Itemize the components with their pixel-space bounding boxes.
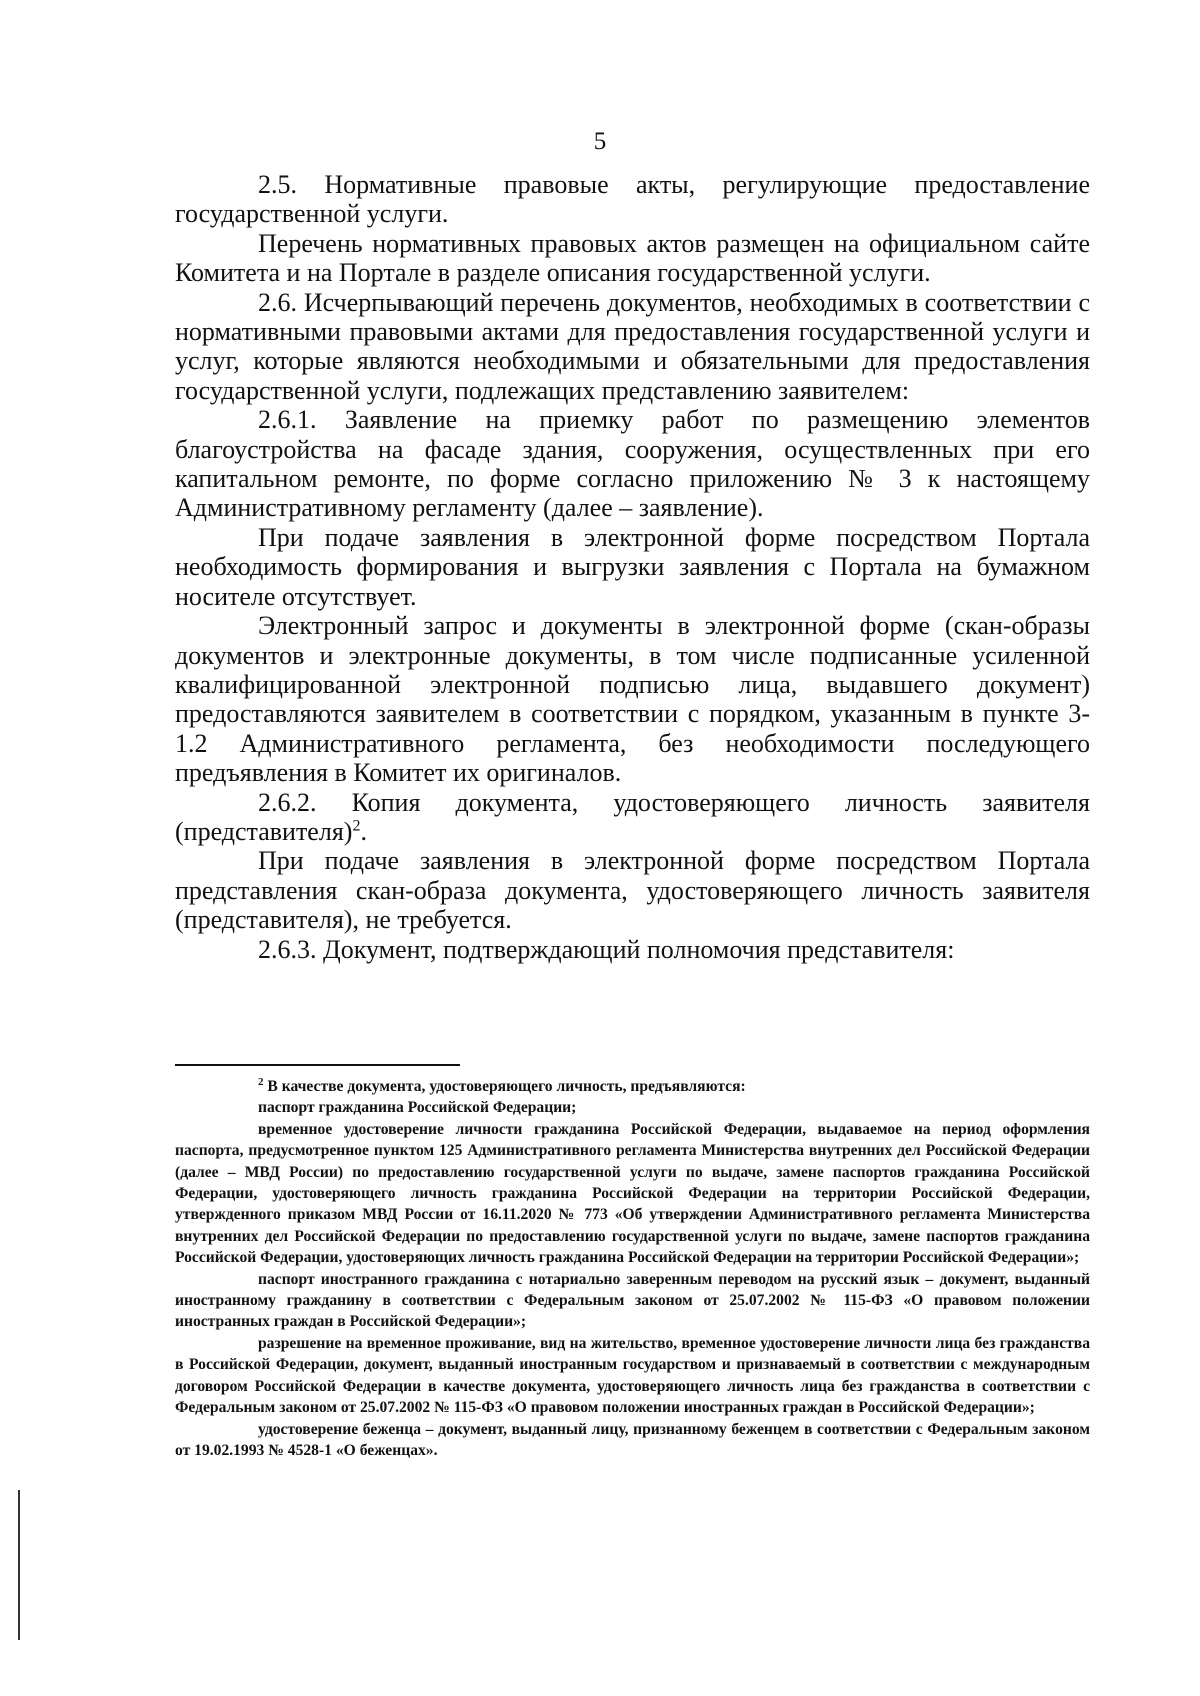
footnote-temporary-id: временное удостоверение личности гражданина Российской Федерации, выдаваемое на период оформления паспорта, предусмотренное пунктом 125 Административного регламента Министерства внутренних дел Российской Федерации (далее – МВД России) по предоставлению государственной услуги по выдаче, замене паспортов гражданина Российской Федерации, удостоверяющего личность гражданина Российской Федерации на территории Российской Федерации, утвержденного приказом МВД России от 16.11.2020 № 773 «Об утверждении Административного регламента Министерства внутренних дел Российской Федерации по предоставлению государственной услуги по выдаче, замене паспортов гражданина Российской Федерации, удостоверяющих личность гражданина Российской Федерации на территории Российской Федерации»; [175,1120,1090,1267]
footnotes [175,1076,1090,1461]
paragraph-scan-not-required: При подаче заявления в электронной форме посредством Портала представления скан-образа документа, удостоверяющего личность заявителя (представителя), не требуется. [175,846,1090,935]
paragraph-2-6-1: 2.6.1. Заявление на приемку работ по размещению элементов благоустройства на фасаде здания, сооружения, осуществленных при его капитальном ремонте, по форме согласно приложению № 3 к настоящему Административному регламенту (далее – заявление). [175,405,1090,523]
page-number: 5 [593,128,607,155]
paragraph-2-6-2 [175,788,1090,847]
paragraph-2-5: 2.5. Нормативные правовые акты, регулирующие предоставление государственной услуги. [175,170,1090,229]
footnote-refugee-certificate: удостоверение беженца – документ, выданный лицу, признанному беженцем в соответствии с Федеральным законом от 19.02.1993 № 4528-1 «О беженцах». [175,1420,1090,1459]
footnote-divider [175,1064,460,1066]
footnote-residence-permit: разрешение на временное проживание, вид на жительство, временное удостоверение личности лица без гражданства в Российской Федерации, документ, выданный иностранным государством и признаваемый в соответствии с международным договором Российской Федерации в качестве документа, удостоверяющего личность лица без гражданства в соответствии с Федеральным законом от 25.07.2002 № 115-ФЗ «О правовом положении иностранных граждан в Российской Федерации»; [175,1334,1090,1417]
paragraph-2-6: 2.6. Исчерпывающий перечень документов, необходимых в соответствии с нормативными правовыми актами для предоставления государственной услуги и услуг, которые являются необходимыми и обязательными для предоставления государственной услуги, подлежащих представлению заявителем: [175,287,1090,405]
footnote-marker: 2 [258,1075,264,1088]
paragraph-portal-submission: При подаче заявления в электронной форме посредством Портала необходимость формирования и выгрузки заявления с Портала на бумажном носителе отсутствует. [175,522,1090,611]
main-text [175,170,1090,964]
paragraph-2-6-2-end: . [360,816,367,846]
paragraph-2-6-3: 2.6.3. Документ, подтверждающий полномочия представителя: [258,934,955,964]
footnote-intro [175,1076,1090,1097]
footnote-foreign-passport: паспорт иностранного гражданина с нотариально заверенным переводом на русский язык – документ, выданный иностранному гражданину в соответствии с Федеральным законом от 25.07.2002 № 115-ФЗ «О правовом положении иностранных граждан в Российской Федерации»; [175,1270,1090,1331]
paragraph-2-6-2-text: 2.6.2. Копия документа, удостоверяющего личность заявителя (представителя) [175,787,1090,846]
footnote-reference: 2 [352,817,361,835]
paragraph-acts-list: Перечень нормативных правовых актов размещен на официальном сайте Комитета и на Портале в разделе описания государственной услуги. [175,228,1090,288]
footnote-passport: паспорт гражданина Российской Федерации; [258,1099,577,1117]
footnote-intro-text: В качестве документа, удостоверяющего личность, предъявляются: [263,1078,746,1095]
scan-edge-line [18,1490,20,1640]
paragraph-electronic-request: Электронный запрос и документы в электронной форме (скан-образы документов и электронные документы, в том числе подписанные усиленной квалифицированной электронной подписью лица, выдавшего документ) предоставляются заявителем в соответствии с порядком, указанным в пункте 3-1.2 Административного регламента, без необходимости последующего предъявления в Комитет их оригиналов. [175,611,1090,788]
